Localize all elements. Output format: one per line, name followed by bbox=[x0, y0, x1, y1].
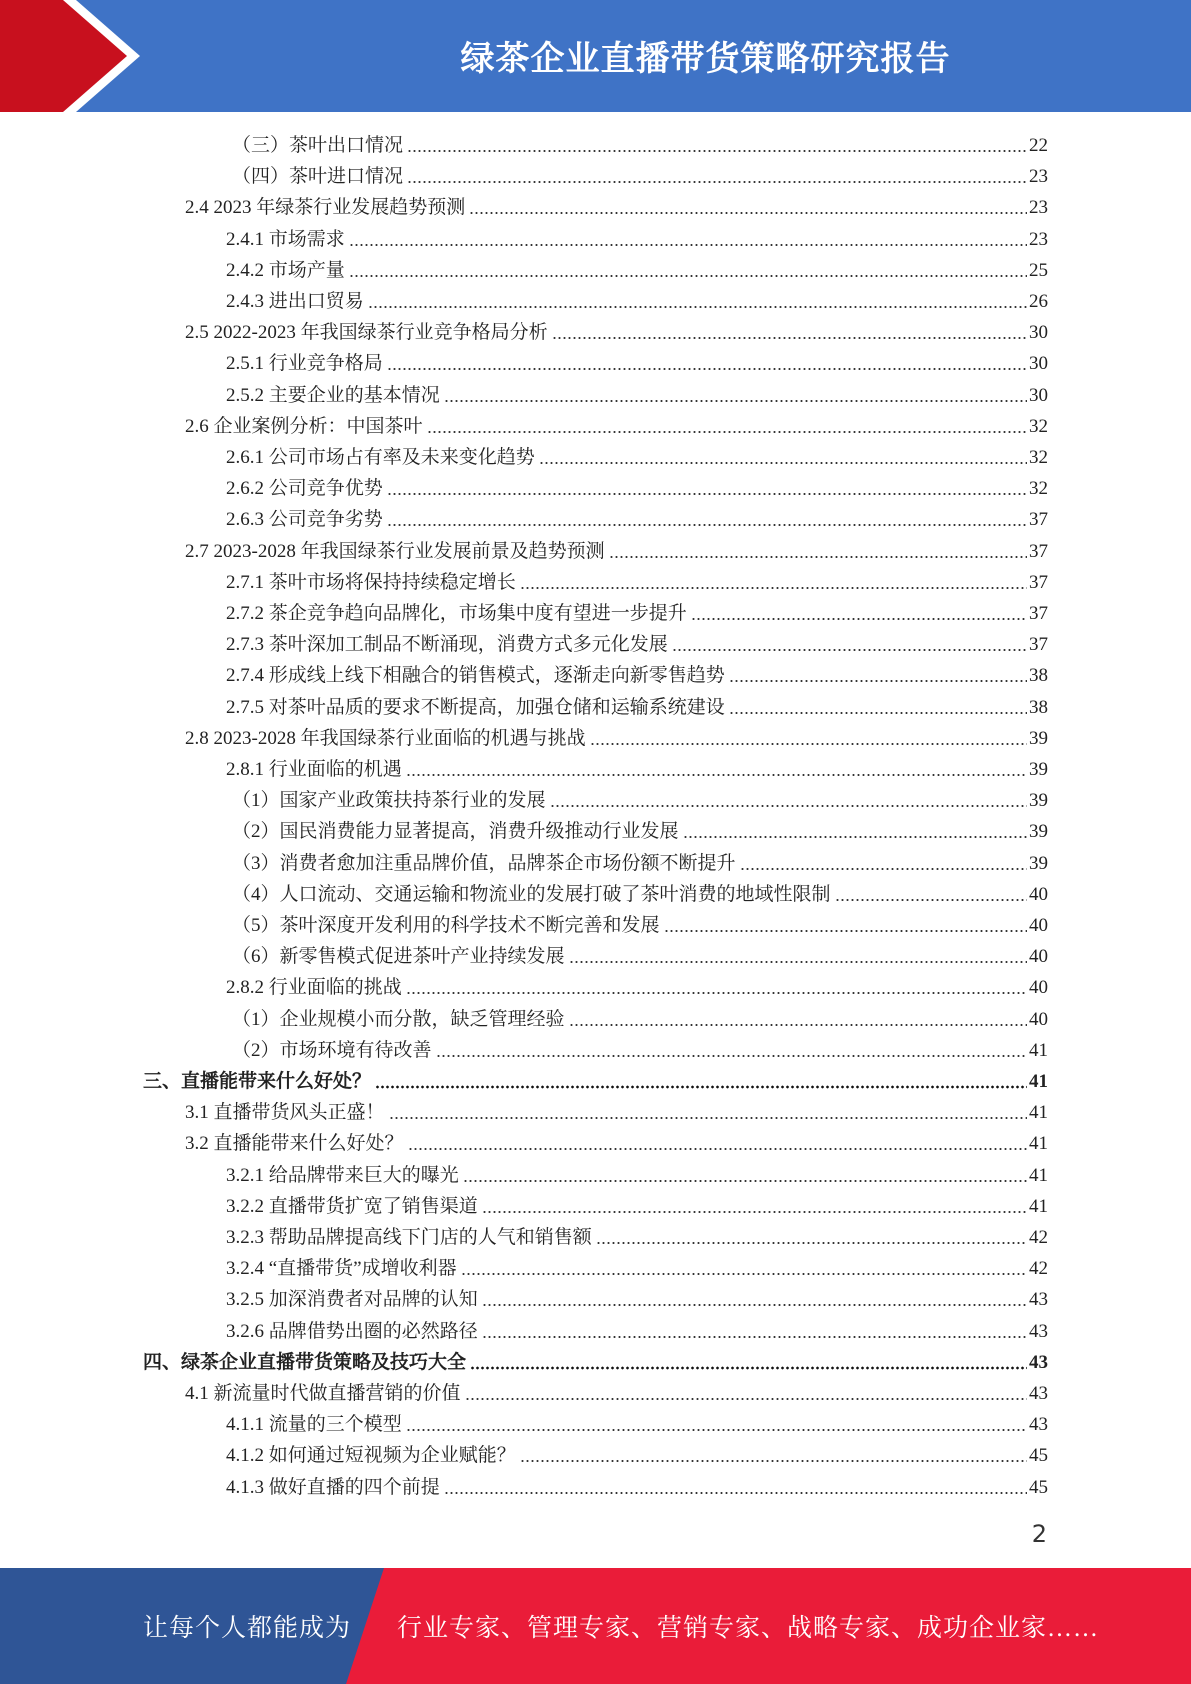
toc-entry[interactable] bbox=[226, 221, 1048, 252]
toc-entry[interactable] bbox=[226, 1406, 1048, 1437]
toc-entry-title: 2.4.3 进出口贸易 bbox=[226, 291, 364, 312]
toc-entry-title: 三、直播能带来什么好处？ bbox=[143, 1071, 372, 1092]
toc-entry-title: 3.2.5 加深消费者对品牌的认知 bbox=[226, 1289, 478, 1311]
toc-entry-page: 23 bbox=[1029, 228, 1048, 250]
toc-entry-title: 2.7.3 茶叶深加工制品不断涌现，消费方式多元化发展 bbox=[226, 634, 668, 656]
toc-dot-leader bbox=[729, 665, 1027, 683]
toc-dot-leader bbox=[387, 478, 1027, 496]
toc-entry-title: 2.6.3 公司竞争劣势 bbox=[226, 509, 383, 531]
toc-entry-title: 4.1.3 做好直播的四个前提 bbox=[226, 1476, 440, 1498]
toc-entry[interactable] bbox=[232, 938, 1048, 969]
toc-entry[interactable] bbox=[143, 1344, 1048, 1375]
toc-entry[interactable] bbox=[226, 439, 1048, 470]
toc-entry[interactable] bbox=[232, 813, 1048, 844]
toc-entry-page: 26 bbox=[1029, 291, 1048, 312]
toc-dot-leader bbox=[407, 135, 1027, 153]
toc-entry-page: 41 bbox=[1029, 1102, 1048, 1124]
toc-dot-leader bbox=[539, 447, 1027, 465]
toc-entry[interactable] bbox=[185, 314, 1048, 345]
toc-entry-title: （四）茶叶进口情况 bbox=[232, 166, 404, 188]
toc-entry-page: 37 bbox=[1029, 571, 1048, 593]
toc-entry-title: 四、绿茶企业直播带货策略及技巧大全 bbox=[143, 1351, 467, 1373]
toc-entry-page: 41 bbox=[1029, 1133, 1048, 1155]
toc-entry[interactable] bbox=[226, 377, 1048, 408]
toc-entry[interactable] bbox=[143, 1063, 1048, 1094]
toc-dot-leader bbox=[835, 884, 1027, 902]
toc-entry-page: 32 bbox=[1029, 415, 1048, 437]
toc-entry[interactable] bbox=[226, 252, 1048, 283]
toc-dot-leader bbox=[729, 697, 1027, 715]
toc-entry-page: 42 bbox=[1029, 1258, 1048, 1280]
toc-entry-page: 41 bbox=[1029, 1195, 1048, 1217]
toc-entry[interactable] bbox=[226, 501, 1048, 532]
toc-entry[interactable] bbox=[226, 1250, 1048, 1281]
toc-entry-page: 22 bbox=[1029, 135, 1048, 156]
toc-entry-title: 3.2.1 给品牌带来巨大的曝光 bbox=[226, 1164, 459, 1186]
toc-dot-leader bbox=[407, 166, 1027, 184]
toc-dot-leader bbox=[482, 1196, 1027, 1214]
toc-dot-leader bbox=[520, 572, 1027, 590]
toc-entry-title: （2）市场环境有待改善 bbox=[232, 1039, 432, 1061]
toc-dot-leader bbox=[550, 790, 1027, 808]
page-header bbox=[0, 0, 1191, 112]
toc-entry-page: 40 bbox=[1029, 915, 1048, 936]
toc-entry-page: 32 bbox=[1029, 447, 1048, 468]
toc-dot-leader bbox=[590, 728, 1027, 746]
toc-entry[interactable] bbox=[185, 1094, 1048, 1125]
toc-entry-page: 39 bbox=[1029, 727, 1048, 749]
toc-entry-title: （2）国民消费能力显著提高，消费升级推动行业发展 bbox=[232, 821, 679, 843]
toc-entry[interactable] bbox=[185, 720, 1048, 751]
page-number: 2 bbox=[1031, 1520, 1047, 1548]
toc-entry-title: 2.8.1 行业面临的机遇 bbox=[226, 759, 402, 780]
toc-entry-title: 3.2 直播能带来什么好处？ bbox=[185, 1133, 404, 1155]
toc-entry[interactable] bbox=[226, 626, 1048, 657]
toc-entry[interactable] bbox=[232, 158, 1048, 189]
toc-entry[interactable] bbox=[232, 1032, 1048, 1063]
toc-entry-page: 38 bbox=[1029, 696, 1048, 718]
toc-entry[interactable] bbox=[226, 564, 1048, 595]
toc-entry[interactable] bbox=[232, 1001, 1048, 1032]
toc-dot-leader bbox=[683, 821, 1027, 839]
toc-entry-page: 39 bbox=[1029, 821, 1048, 843]
toc-entry-page: 25 bbox=[1029, 259, 1048, 281]
toc-dot-leader bbox=[596, 1227, 1027, 1245]
toc-entry-page: 39 bbox=[1029, 790, 1048, 812]
toc-entry[interactable] bbox=[232, 907, 1048, 938]
toc-entry-page: 40 bbox=[1029, 946, 1048, 968]
toc-dot-leader bbox=[740, 853, 1027, 871]
toc-dot-leader bbox=[664, 915, 1027, 933]
toc-entry[interactable] bbox=[226, 345, 1048, 376]
toc-entry-page: 40 bbox=[1029, 1008, 1048, 1030]
toc-entry-title: 2.7.4 形成线上线下相融合的销售模式，逐渐走向新零售趋势 bbox=[226, 665, 725, 687]
toc-dot-leader bbox=[672, 634, 1027, 652]
toc-dot-leader bbox=[427, 416, 1027, 434]
toc-entry-page: 43 bbox=[1029, 1414, 1048, 1436]
footer-slogan-right: 行业专家、管理专家、营销专家、战略专家、成功企业家…… bbox=[397, 1615, 1100, 1642]
toc-entry[interactable] bbox=[185, 408, 1048, 439]
toc-entry[interactable] bbox=[226, 470, 1048, 501]
toc-dot-leader bbox=[461, 1258, 1027, 1276]
toc-entry[interactable] bbox=[226, 1281, 1048, 1312]
toc-entry[interactable] bbox=[226, 969, 1048, 1000]
toc-entry-title: 2.5.1 行业竞争格局 bbox=[226, 353, 383, 375]
toc-entry-page: 40 bbox=[1029, 883, 1048, 905]
toc-entry-page: 43 bbox=[1029, 1289, 1048, 1311]
toc-dot-leader bbox=[436, 1040, 1027, 1058]
toc-entry[interactable] bbox=[232, 845, 1048, 876]
toc-dot-leader bbox=[469, 197, 1027, 215]
toc-entry-page: 43 bbox=[1029, 1383, 1048, 1404]
toc-entry-page: 42 bbox=[1029, 1227, 1048, 1248]
toc-entry[interactable] bbox=[226, 1437, 1048, 1468]
toc-entry-title: 3.2.6 品牌借势出圈的必然路径 bbox=[226, 1320, 478, 1342]
toc-entry[interactable] bbox=[185, 1375, 1048, 1406]
toc-dot-leader bbox=[387, 353, 1027, 371]
toc-entry-page: 39 bbox=[1029, 852, 1048, 874]
toc-entry-page: 40 bbox=[1029, 977, 1048, 999]
toc-entry[interactable] bbox=[226, 689, 1048, 720]
toc-dot-leader bbox=[609, 541, 1027, 559]
toc-dot-leader bbox=[349, 229, 1027, 247]
toc-entry[interactable] bbox=[226, 657, 1048, 688]
toc-dot-leader bbox=[552, 322, 1027, 340]
toc-entry[interactable] bbox=[226, 1219, 1048, 1250]
toc-entry-title: 3.2.4 “直播带货”成增收利器 bbox=[226, 1258, 457, 1280]
toc-entry-title: （三）茶叶出口情况 bbox=[232, 135, 404, 156]
toc-entry-page: 41 bbox=[1029, 1164, 1048, 1186]
toc-dot-leader bbox=[463, 1165, 1027, 1183]
toc-entry-title: 2.4.1 市场需求 bbox=[226, 228, 345, 250]
toc-entry[interactable] bbox=[226, 1313, 1048, 1344]
toc-dot-leader bbox=[389, 1102, 1027, 1120]
toc-entry-title: （4）人口流动、交通运输和物流业的发展打破了茶叶消费的地域性限制 bbox=[232, 883, 831, 905]
toc-dot-leader bbox=[465, 1383, 1027, 1401]
toc-entry[interactable] bbox=[185, 1125, 1048, 1156]
footer-slogan-left: 让每个人都能成为 bbox=[143, 1615, 352, 1642]
toc-entry-title: （1）国家产业政策扶持茶行业的发展 bbox=[232, 790, 546, 812]
toc-dot-leader bbox=[482, 1289, 1027, 1307]
toc-dot-leader bbox=[569, 946, 1027, 964]
toc-dot-leader bbox=[406, 1414, 1027, 1432]
toc-entry-page: 37 bbox=[1029, 603, 1048, 624]
toc-entry-page: 37 bbox=[1029, 509, 1048, 531]
toc-dot-leader bbox=[406, 759, 1027, 777]
toc-entry[interactable] bbox=[226, 1157, 1048, 1188]
toc-entry-title: （3）消费者愈加注重品牌价值，品牌茶企市场份额不断提升 bbox=[232, 852, 736, 874]
toc-entry-page: 37 bbox=[1029, 634, 1048, 656]
toc-entry[interactable] bbox=[226, 751, 1048, 782]
toc-entry-title: 2.6.1 公司市场占有率及未来变化趋势 bbox=[226, 447, 535, 468]
toc-entry-page: 39 bbox=[1029, 759, 1048, 780]
toc-entry-title: 3.1 直播带货风头正盛！ bbox=[185, 1102, 385, 1124]
toc-entry-page: 30 bbox=[1029, 384, 1048, 406]
toc-dot-leader bbox=[368, 291, 1027, 309]
toc-entry-title: 2.8 2023-2028 年我国绿茶行业面临的机遇与挑战 bbox=[185, 727, 586, 749]
toc-entry-page: 41 bbox=[1029, 1039, 1048, 1061]
toc-entry-title: （1）企业规模小而分散，缺乏管理经验 bbox=[232, 1008, 565, 1030]
toc-entry-title: 2.7.1 茶叶市场将保持持续稳定增长 bbox=[226, 571, 516, 593]
toc-entry-title: 2.5 2022-2023 年我国绿茶行业竞争格局分析 bbox=[185, 322, 548, 344]
toc-entry-title: 2.6 企业案例分析：中国茶叶 bbox=[185, 415, 423, 437]
toc-entry-title: 2.7.2 茶企竞争趋向品牌化，市场集中度有望进一步提升 bbox=[226, 603, 687, 624]
toc-entry-title: 2.5.2 主要企业的基本情况 bbox=[226, 384, 440, 406]
toc-entry[interactable] bbox=[232, 876, 1048, 907]
toc-entry-page: 43 bbox=[1029, 1320, 1048, 1342]
toc-entry-page: 43 bbox=[1029, 1351, 1048, 1373]
toc-dot-leader bbox=[406, 977, 1027, 995]
toc-dot-leader bbox=[569, 1009, 1027, 1027]
toc-dot-leader bbox=[691, 603, 1027, 621]
toc-entry-title: 2.7 2023-2028 年我国绿茶行业发展前景及趋势预测 bbox=[185, 540, 605, 562]
toc-dot-leader bbox=[470, 1352, 1027, 1370]
toc-entry[interactable] bbox=[226, 595, 1048, 626]
toc-dot-leader bbox=[444, 1477, 1027, 1495]
toc-entry-title: 2.8.2 行业面临的挑战 bbox=[226, 977, 402, 999]
toc-dot-leader bbox=[408, 1133, 1027, 1151]
toc-entry[interactable] bbox=[232, 782, 1048, 813]
toc-entry-title: 4.1.1 流量的三个模型 bbox=[226, 1414, 402, 1436]
page-title: 绿茶企业直播带货策略研究报告 bbox=[460, 38, 951, 79]
toc-dot-leader bbox=[375, 1071, 1027, 1089]
toc-entry-page: 38 bbox=[1029, 665, 1048, 687]
toc-entry-title: 3.2.3 帮助品牌提高线下门店的人气和销售额 bbox=[226, 1227, 592, 1248]
toc-entry-page: 41 bbox=[1029, 1071, 1048, 1092]
toc-entry-page: 23 bbox=[1029, 166, 1048, 188]
toc-entry-title: 2.7.5 对茶叶品质的要求不断提高，加强仓储和运输系统建设 bbox=[226, 696, 725, 718]
toc-entry[interactable] bbox=[232, 127, 1048, 158]
toc-entry-title: 4.1.2 如何通过短视频为企业赋能？ bbox=[226, 1445, 516, 1467]
toc-dot-leader bbox=[349, 260, 1027, 278]
toc-entry-page: 30 bbox=[1029, 322, 1048, 344]
toc-entry[interactable] bbox=[226, 1188, 1048, 1219]
toc-entry-title: 3.2.2 直播带货扩宽了销售渠道 bbox=[226, 1195, 478, 1217]
toc-entry-page: 30 bbox=[1029, 353, 1048, 375]
toc-entry-title: 4.1 新流量时代做直播营销的价值 bbox=[185, 1383, 461, 1404]
page-footer bbox=[0, 1568, 1191, 1684]
toc-entry-title: （5）茶叶深度开发利用的科学技术不断完善和发展 bbox=[232, 915, 660, 936]
toc-dot-leader bbox=[482, 1321, 1027, 1339]
toc-entry-title: （6）新零售模式促进茶叶产业持续发展 bbox=[232, 946, 565, 968]
toc-entry[interactable] bbox=[226, 1469, 1048, 1500]
toc-dot-leader bbox=[520, 1445, 1027, 1463]
toc-entry-title: 2.4 2023 年绿茶行业发展趋势预测 bbox=[185, 197, 466, 219]
toc-entry-page: 37 bbox=[1029, 540, 1048, 562]
toc-entry-title: 2.6.2 公司竞争优势 bbox=[226, 478, 383, 500]
toc-entry-page: 45 bbox=[1029, 1476, 1048, 1498]
toc-entry[interactable] bbox=[185, 533, 1048, 564]
toc-dot-leader bbox=[444, 385, 1027, 403]
toc-entry[interactable] bbox=[226, 283, 1048, 314]
toc-entry-page: 23 bbox=[1029, 197, 1048, 219]
toc-entry[interactable] bbox=[185, 189, 1048, 220]
toc-entry-page: 45 bbox=[1029, 1445, 1048, 1467]
toc-entry-title: 2.4.2 市场产量 bbox=[226, 259, 345, 281]
toc-dot-leader bbox=[387, 509, 1027, 527]
toc-entry-page: 32 bbox=[1029, 478, 1048, 500]
